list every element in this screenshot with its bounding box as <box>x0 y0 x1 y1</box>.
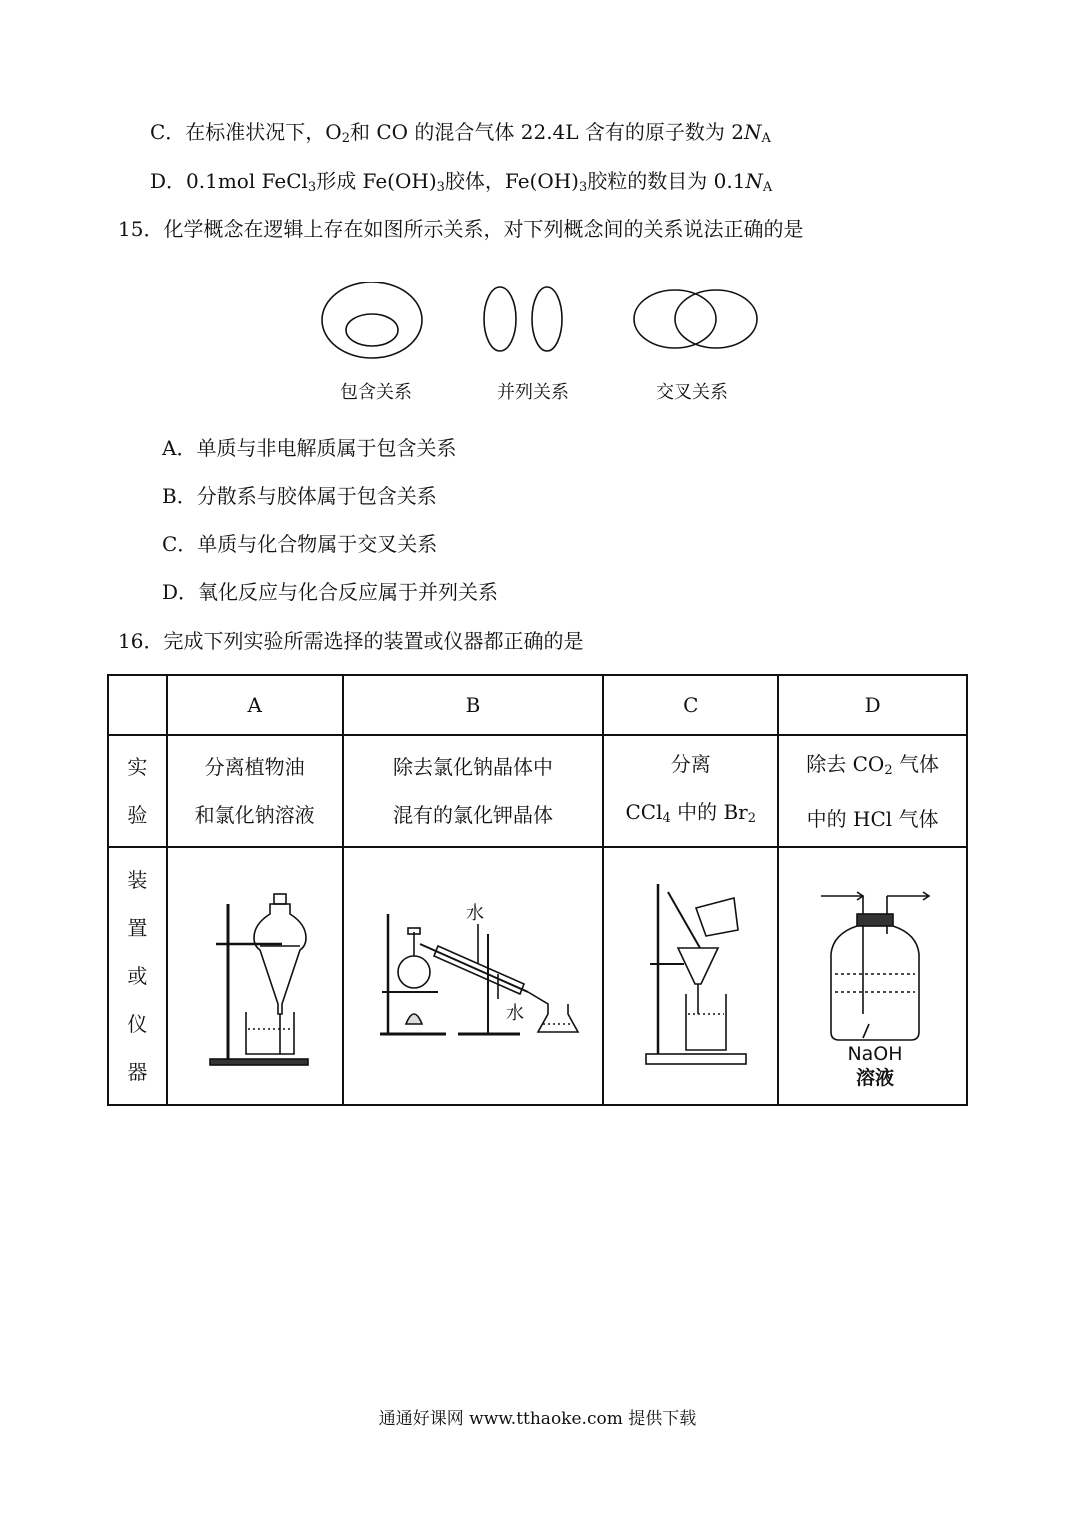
separatory-funnel-drawing <box>170 854 340 1094</box>
experiment-d: 除去 $CO_2$ 气体 中的 HCl 气体 <box>778 735 967 847</box>
header-b: B <box>343 675 604 735</box>
header-c: C <box>603 675 778 735</box>
containment-inner-ellipse <box>346 314 398 346</box>
table-header-row <box>108 675 967 735</box>
q16-table <box>107 674 968 1106</box>
gas-washing-bottle-drawing <box>783 854 963 1094</box>
q14-option-d: D．0.1mol FeCl$_3$形成 $Fe(OH)_3$胶体，$Fe(OH)_3$胶粒的数目为 $0.1N_A$ <box>150 169 773 195</box>
experiment-c: 分离 CCl$_4$ 中的 $Br_2$ <box>603 735 778 847</box>
row-label-apparatus: 装 置 或 仪 器 <box>108 847 167 1105</box>
apparatus-d <box>778 847 967 1105</box>
label-containment: 包含关系 <box>340 382 412 403</box>
header-blank <box>108 675 167 735</box>
distillation-apparatus-drawing <box>348 854 598 1094</box>
apparatus-a <box>167 847 343 1105</box>
q15-option-a: A．单质与非电解质属于包含关系 <box>162 436 457 460</box>
parallel-left-ellipse <box>484 287 516 351</box>
apparatus-c <box>603 847 778 1105</box>
water-out-label: 水 <box>505 1002 524 1024</box>
water-in-label: 水 <box>465 902 484 924</box>
header-a: A <box>167 675 343 735</box>
q16-stem: 16．完成下列实验所需选择的装置或仪器都正确的是 <box>118 629 584 653</box>
q14-option-c: C．在标准状况下，$O_2$和 CO 的混合气体 22.4L 含有的原子数为 $2N_A$ <box>150 120 771 146</box>
label-parallel: 并列关系 <box>497 382 569 403</box>
filtration-apparatus-drawing <box>606 854 776 1094</box>
row-label-experiment: 实 验 <box>108 735 167 847</box>
venn-diagrams <box>0 282 1075 362</box>
q15-option-c: C．单质与化合物属于交叉关系 <box>162 532 438 556</box>
apparatus-row <box>108 847 967 1105</box>
parallel-right-ellipse <box>532 287 562 351</box>
q15-stem: 15．化学概念在逻辑上存在如图所示关系，对下列概念间的关系说法正确的是 <box>118 217 804 241</box>
solution-label: 溶液 <box>855 1066 894 1089</box>
header-d: D <box>778 675 967 735</box>
naoh-label: NaOH <box>847 1042 903 1065</box>
q15-option-b: B．分散系与胶体属于包含关系 <box>162 484 437 508</box>
page-footer: 通通好课网 www.tthaoke.com 提供下载 <box>378 1409 697 1429</box>
experiment-row <box>108 735 967 847</box>
q15-option-d: D．氧化反应与化合反应属于并列关系 <box>162 580 499 604</box>
label-intersection: 交叉关系 <box>656 382 728 403</box>
apparatus-b <box>343 847 604 1105</box>
experiment-b: 除去氯化钠晶体中 混有的氯化钾晶体 <box>343 735 604 847</box>
experiment-a: 分离植物油 和氯化钠溶液 <box>167 735 343 847</box>
